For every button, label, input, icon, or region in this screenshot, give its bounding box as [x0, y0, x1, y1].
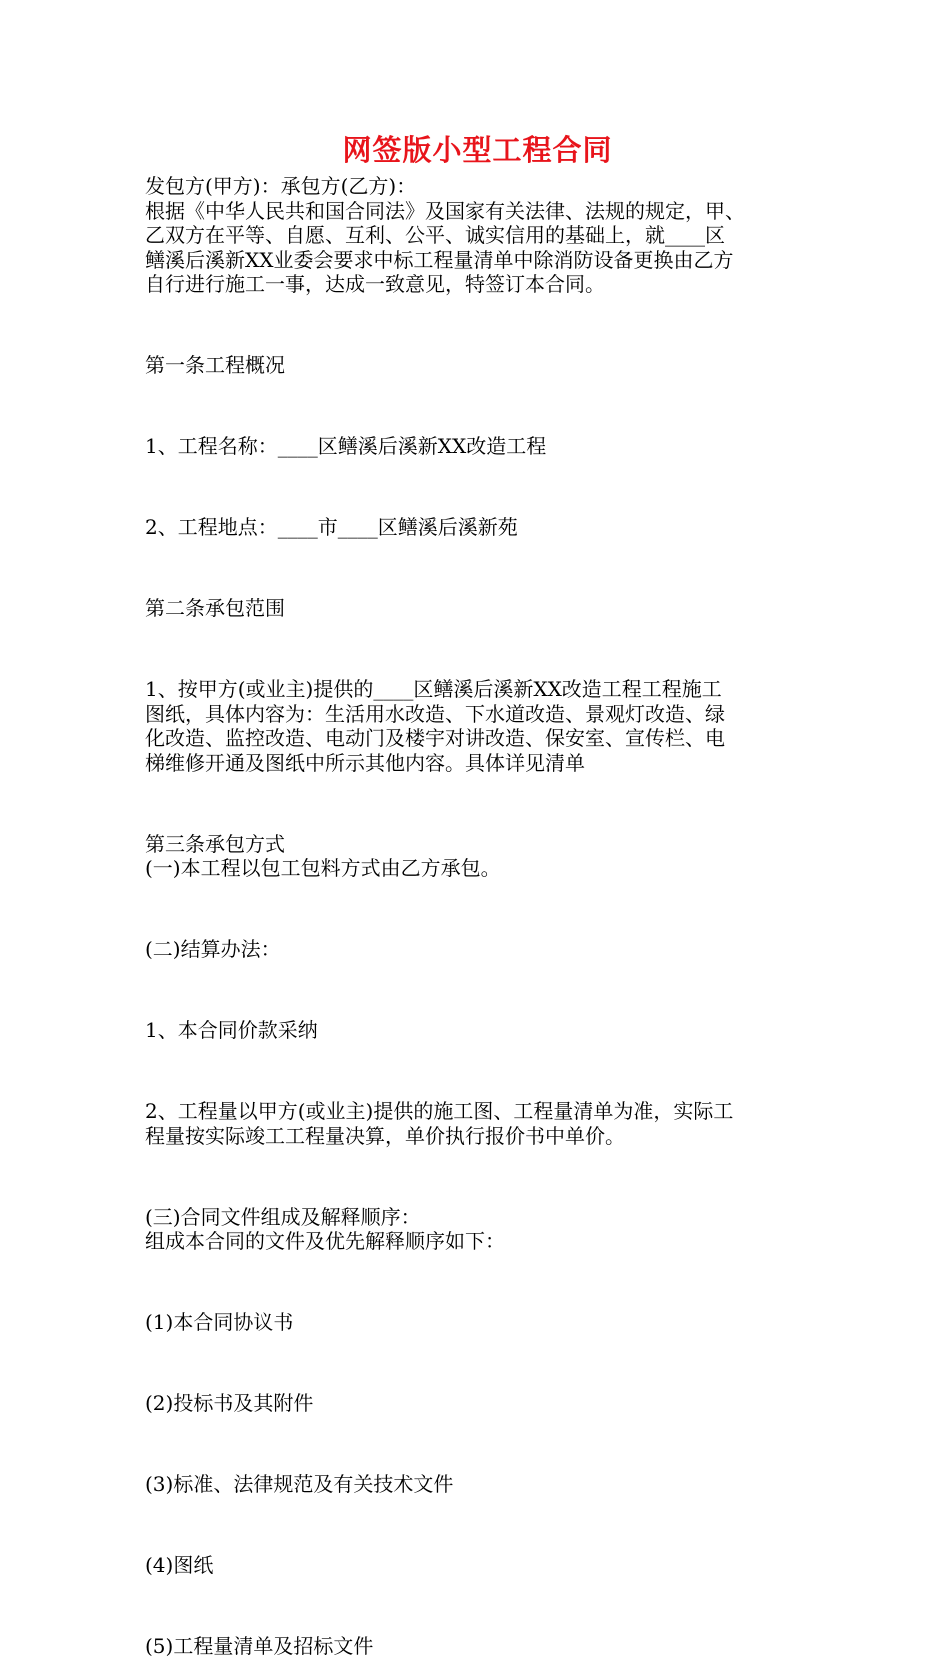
blank-line: [145, 313, 810, 338]
text-line: 鳝溪后溪新XX业委会要求中标工程量清单中除消防设备更换由乙方: [145, 247, 734, 272]
text-line: 第一条工程概况: [145, 353, 285, 377]
blank-line: [145, 1351, 810, 1376]
text-line: (3)标准、法律规范及有关技术文件: [145, 1472, 454, 1496]
text-line: (三)合同文件组成及解释顺序：: [145, 1204, 421, 1229]
text-line: 1、本合同价款采纳: [145, 1018, 318, 1042]
blank-line: [145, 791, 810, 816]
text-line: 根据《中华人民共和国合同法》及国家有关法律、法规的规定，甲、: [145, 198, 745, 223]
text-line: (4)图纸: [145, 1553, 214, 1577]
document-body: [145, 174, 810, 1659]
text-line: 化改造、监控改造、电动门及楼宇对讲改造、保安室、宣传栏、电: [145, 726, 725, 750]
blank-line: [145, 1594, 810, 1619]
document-page: [145, 130, 810, 1659]
text-line: 梯维修开通及图纸中所示其他内容。具体详见清单: [145, 750, 585, 775]
text-line: 组成本合同的文件及优先解释顺序如下：: [145, 1229, 505, 1253]
text-line: 自行进行施工一事，达成一致意见，特签订本合同。: [145, 272, 605, 296]
text-line: 第三条承包方式: [145, 831, 285, 856]
text-line: 图纸，具体内容为：生活用水改造、下水道改造、景观灯改造、绿: [145, 701, 725, 726]
text-line: 2、工程量以甲方(或业主)提供的施工图、工程量清单为准，实际工: [145, 1099, 734, 1123]
text-line: 1、工程名称：____区鳝溪后溪新XX改造工程: [145, 434, 547, 458]
blank-line: [145, 1270, 810, 1295]
blank-line: [145, 1432, 810, 1457]
blank-line: [145, 394, 810, 419]
text-line: 发包方(甲方)：承包方(乙方)：: [145, 174, 417, 198]
text-line: 乙双方在平等、自愿、互利、公平、诚实信用的基础上，就____区: [145, 223, 725, 247]
text-line: 2、工程地点：____市____区鳝溪后溪新苑: [145, 515, 518, 539]
text-line: (二)结算办法：: [145, 937, 281, 961]
document-title: 网签版小型工程合同: [342, 133, 613, 167]
text-line: 1、按甲方(或业主)提供的____区鳝溪后溪新XX改造工程工程施工: [145, 677, 722, 701]
text-line: (1)本合同协议书: [145, 1310, 294, 1334]
blank-line: [145, 556, 810, 581]
blank-line: [145, 1059, 810, 1084]
text-line: (2)投标书及其附件: [145, 1391, 314, 1415]
blank-line: [145, 1513, 810, 1538]
text-line: (5)工程量清单及招标文件: [145, 1634, 374, 1658]
blank-line: [145, 1164, 810, 1189]
text-line: 程量按实际竣工工程量决算，单价执行报价书中单价。: [145, 1123, 625, 1148]
blank-line: [145, 897, 810, 922]
text-line: (一)本工程以包工包料方式由乙方承包。: [145, 856, 501, 880]
text-line: 第二条承包范围: [145, 596, 285, 620]
blank-line: [145, 637, 810, 662]
blank-line: [145, 978, 810, 1003]
blank-line: [145, 475, 810, 500]
